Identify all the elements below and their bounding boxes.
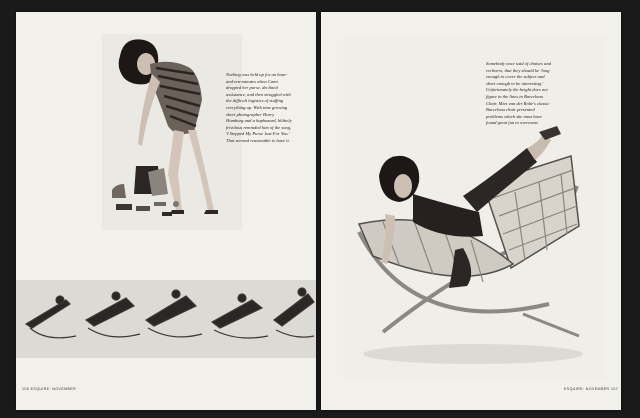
barcelona-chair-illustration [343,36,605,380]
folio-left: 106 ESQUIRE: NOVEMBER [22,387,77,391]
right-body-text: Somebody once said of chaises and recliners, that they should be 'long enough to cover the subject and short enough to be interesting.' Unfortunately the height does not figure in the lines in Barcelona Chair. Mies van der Rohe's classic Barcelona chair presented problems which she must have found great fun to overcome. [486,61,551,126]
photo-strip-chair-sequence [16,280,316,358]
photo-woman-barcelona-chair [343,36,605,380]
photo-woman-dropping-purse [102,34,242,230]
left-body-text: Nothing was held up for an hour-and-ten-minutes when Cami dropped her purse, declined assistance, and then struggled with the difficult logistics of stuffing everything up. With time growing short photographer Harry Hamburg and a haphazard, blithely frivolous reminded him of the song, 'I Stepped My Purse Just For You.' That seemed reasonable to have it. [226,72,292,143]
chair-sequence-illustration [16,280,316,358]
woman-purse-illustration [102,34,242,230]
folio-right: ESQUIRE: NOVEMBER 107 [564,387,619,391]
